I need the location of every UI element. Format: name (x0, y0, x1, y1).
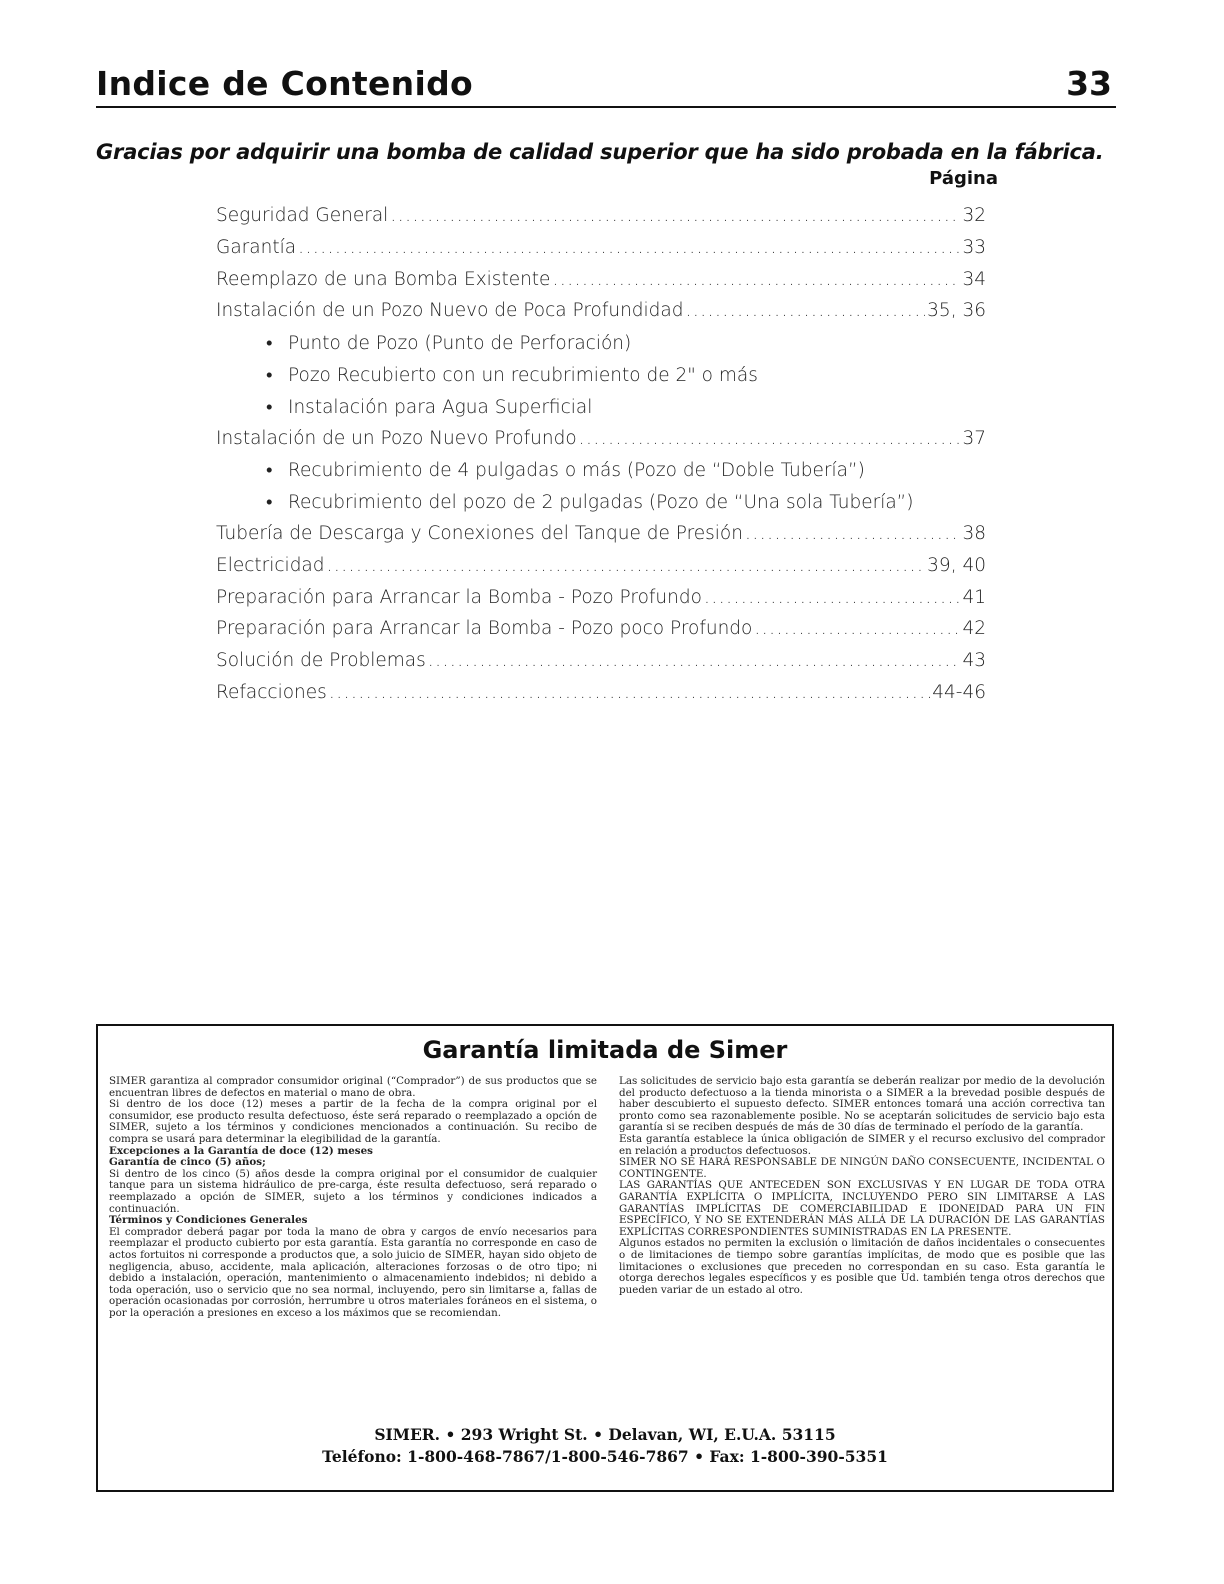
toc-subentry-label: Punto de Pozo (Punto de Perforación) (288, 333, 632, 355)
warranty-paragraph: SIMER NO SE HARÁ RESPONSABLE DE NINGÚN DAÑO CONSECUENTE, INCIDENTAL O CONTINGENTE. (619, 1156, 1105, 1180)
toc-entry-label: Seguridad General (216, 205, 389, 226)
warranty-subheading: Términos y Condiciones Generales (109, 1214, 308, 1227)
page-title: Indice de Contenido (96, 64, 473, 103)
toc-entry-page: 42 (962, 618, 986, 640)
company-phone-fax: Teléfono: 1-800-468-7867/1-800-546-7867 • Fax: 1-800-390-5351 (322, 1447, 888, 1466)
leader-dots (754, 618, 960, 639)
leader-dots (298, 237, 960, 258)
toc-subentry[interactable] (216, 491, 986, 523)
warranty-paragraph: Esta garantía establece la única obligación de SIMER y el recurso exclusivo del comprador en relación a productos defectuosos. (619, 1132, 1105, 1157)
company-contact (98, 1424, 1112, 1468)
toc-entry-garantia[interactable] (216, 237, 986, 269)
toc-page-column-label: Página (929, 168, 998, 189)
toc-subentry[interactable] (216, 396, 986, 428)
warranty-paragraph: Algunos estados no permiten la exclusión o limitación de daños incidentales o consecuentes o de limitaciones de tiempo sobre garantías implícitas, de modo que es posible que las limitaciones o exclusiones que preceden no correspondan en su caso. Esta garantía le otorga derechos legales específicos y es posible que Ud. también tenga otros derechos que pueden variar de un estado al otro. (619, 1237, 1105, 1296)
toc-entry-page: 38 (962, 522, 986, 544)
toc-entry-label: Solución de Problemas (216, 650, 426, 672)
bullet-icon: • (266, 396, 273, 418)
leader-dots (390, 205, 960, 226)
warranty-paragraph: Si dentro de los doce (12) meses a partir de la fecha de la compra original por el consumidor, ese producto resulta defectuoso, éste será reparado o reemplazado a opción de SIMER, sujeto a los términos y condiciones mencionados a continuación. Su recibo de compra se usará para determinar la elegibilidad de la garantía. (109, 1098, 597, 1145)
warranty-title: Garantía limitada de Simer (422, 1036, 788, 1064)
table-of-contents (216, 205, 986, 714)
bullet-icon: • (266, 364, 273, 386)
toc-entry-pozo-poca-profundidad[interactable] (216, 300, 986, 332)
toc-entry-tuberia[interactable] (216, 523, 986, 555)
leader-dots (428, 650, 961, 671)
page-header (96, 62, 1116, 108)
toc-entry-page: 39, 40 (927, 554, 986, 576)
toc-entry-page: 32 (962, 205, 986, 226)
toc-entry-page: 33 (962, 236, 986, 258)
toc-entry-electricidad[interactable] (216, 555, 986, 587)
warranty-box (96, 1024, 1114, 1492)
warranty-paragraph: El comprador deberá pagar por toda la mano de obra y cargos de envío necesarios para reemplazar el producto cubierto por esta garantía. Esta garantía no corresponde en caso de actos fortuitos ni corresponde a productos que, a solo juicio de SIMER, hayan sido objeto de negligencia, abuso, accidente, mala aplicación, alteraciones forzosas o de otro tipo; ni debido a instalación, operación, mantenimiento o almacenamiento indebidos; ni debido a toda operación, uso o servicio que no sea normal, incluyendo, pero sin limitarse a, fallas de operación ocasionadas por corrosión, herrumbre u otros materiales foráneos en el sistema, o por la operación a presiones en exceso a los máximos que se recomiendan. (109, 1225, 597, 1319)
toc-entry-page: 41 (962, 586, 986, 608)
toc-entry-arranque-profundo[interactable] (216, 587, 986, 619)
bullet-icon: • (266, 333, 273, 355)
toc-entry-label: Instalación de un Pozo Nuevo Profundo (216, 427, 577, 449)
toc-entry-label: Preparación para Arrancar la Bomba - Pozo Profundo (216, 586, 702, 608)
leader-dots (552, 269, 960, 290)
company-address: SIMER. • 293 Wright St. • Delavan, WI, E.U.A. 53115 (374, 1425, 836, 1444)
leader-dots (704, 587, 961, 608)
toc-subentry-label: Recubrimiento del pozo de 2 pulgadas (Pozo de “Una sola Tubería”) (288, 492, 914, 514)
toc-entry-page: 37 (962, 427, 986, 449)
toc-entry-label: Electricidad (216, 554, 325, 576)
toc-subentry[interactable] (216, 459, 986, 491)
toc-entry-pozo-profundo[interactable] (216, 428, 986, 460)
toc-entry-page: 34 (962, 268, 986, 290)
warranty-paragraph: SIMER garantiza al comprador consumidor original (“Comprador”) de sus productos que se encuentran libres de defectos en material o mano de obra. (109, 1075, 597, 1099)
tagline: Gracias por adquirir una bomba de calidad superior que ha sido probada en la fábrica. (96, 140, 1104, 164)
toc-entry-label: Preparación para Arrancar la Bomba - Pozo poco Profundo (216, 618, 753, 640)
leader-dots (579, 428, 961, 449)
leader-dots (329, 682, 930, 703)
page-number: 33 (1066, 64, 1112, 103)
bullet-icon: • (266, 492, 273, 514)
toc-entry-label: Reemplazo de una Bomba Existente (216, 268, 551, 290)
toc-entry-label: Instalación de un Pozo Nuevo de Poca Profundidad (216, 300, 684, 322)
toc-subentry-label: Pozo Recubierto con un recubrimiento de 2" o más (288, 364, 758, 386)
toc-subentry-label: Recubrimiento de 4 pulgadas o más (Pozo de “Doble Tubería”) (288, 460, 865, 482)
toc-entry-seguridad[interactable] (216, 205, 986, 237)
warranty-right-column (619, 1076, 1105, 1296)
toc-entry-page: 35, 36 (927, 300, 986, 322)
leader-dots (745, 523, 960, 544)
toc-subentry[interactable] (216, 332, 986, 364)
warranty-paragraph: LAS GARANTÍAS QUE ANTECEDEN SON EXCLUSIVAS Y EN LUGAR DE TODA OTRA GARANTÍA EXPLÍCITA O IMPLÍCITA, INCLUYENDO PERO SIN LIMITARSE A LAS GARANTÍAS IMPLÍCITAS DE COMERCIABILIDAD E IDONEIDAD PARA UN FIN ESPECÍFICO, Y NO SE EXTENDERÁN MÁS ALLÁ DE LA DURACIÓN DE LAS GARANTÍAS EXPLÍCITAS CORRESPONDIENTES SUMINISTRADAS EN LA PRESENTE. (619, 1179, 1105, 1238)
toc-entry-page: 43 (962, 650, 986, 672)
leader-dots (686, 300, 926, 321)
toc-entry-page: 44-46 (932, 681, 986, 703)
warranty-paragraph: Si dentro de los cinco (5) años desde la compra original por el consumidor de cualquier tanque para un sistema hidráulico de pre-carga, éste resulta defectuoso, será reparado o reemplazado a opción de SIMER, sujeto a los términos y condiciones indicados a continuación. (109, 1167, 597, 1215)
warranty-subheading: Garantía de cinco (5) años; (109, 1156, 266, 1169)
warranty-left-column (109, 1076, 597, 1319)
toc-entry-label: Refacciones (216, 681, 327, 703)
toc-entry-arranque-poco-profundo[interactable] (216, 618, 986, 650)
toc-subentry-label: Instalación para Agua Superficial (288, 396, 593, 418)
toc-subentry[interactable] (216, 364, 986, 396)
warranty-paragraph: Las solicitudes de servicio bajo esta garantía se deberán realizar por medio de la devolución del producto defectuoso a la tienda minorista o a SIMER a la brevedad posible después de haber descubierto el supuesto defecto. SIMER entonces tomará una acción correctiva tan pronto como sea razonablemente posible. No se aceptarán solicitudes de servicio bajo esta garantía si se reciben después de más de 30 días de terminado el período de la garantía. (619, 1075, 1105, 1134)
toc-entry-label: Garantía (216, 236, 297, 258)
bullet-icon: • (266, 460, 273, 482)
toc-entry-refacciones[interactable] (216, 682, 986, 714)
toc-entry-label: Tubería de Descarga y Conexiones del Tanque de Presión (216, 522, 743, 544)
toc-entry-problemas[interactable] (216, 650, 986, 682)
toc-entry-reemplazo[interactable] (216, 269, 986, 301)
leader-dots (327, 555, 926, 576)
warranty-subheading: Excepciones a la Garantía de doce (12) meses (109, 1144, 373, 1157)
